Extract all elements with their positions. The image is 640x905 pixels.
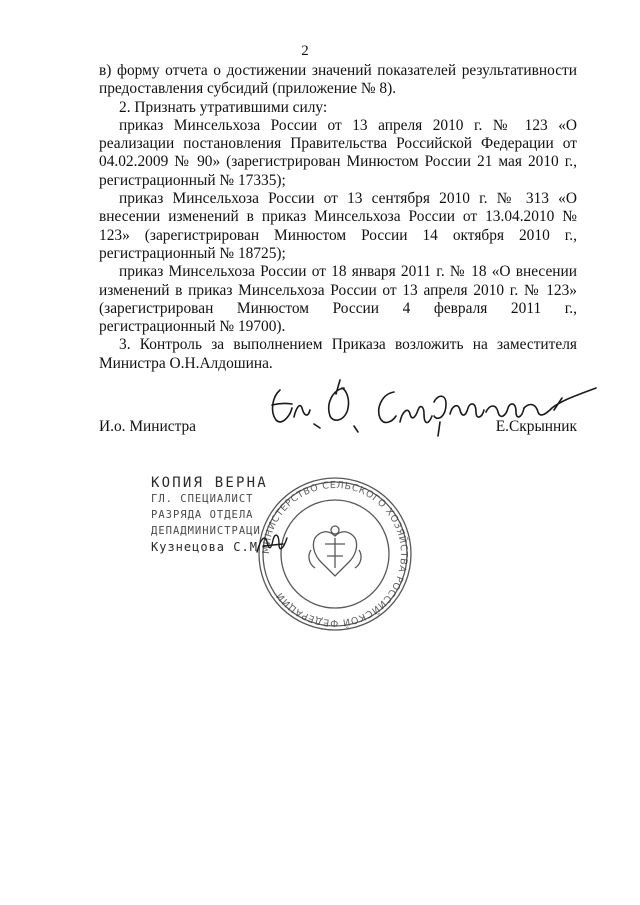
copy-stamp-position: ГЛ. СПЕЦИАЛИСТ <box>151 493 254 505</box>
paragraph-order-18: приказ Минсельхоза России от 18 января 2011 г. № 18 «О внесении изменений в приказ Минсельхоза России от 13 апреля 2010 г. № 123» (зарегистрирован Минюстом России 4 февраля 2011 г., регистрационный № 19700). <box>99 263 577 336</box>
paragraph-item-v: в) форму отчета о достижении значений показателей результативности предоставления субсидий (приложение № 8). <box>99 62 577 98</box>
copy-stamp-administration: ДЕПАДМИНИСТРАЦИ <box>151 525 261 537</box>
copy-stamp-department: РАЗРЯДА ОТДЕЛА <box>151 509 254 521</box>
copy-stamp <box>151 475 268 555</box>
signatory-name: Е.Скрынник <box>495 418 577 435</box>
signatory-title: И.о. Министра <box>99 418 197 435</box>
seal-ring-text: МИНИСТЕРСТВО СЕЛЬСКОГО ХОЗЯЙСТВА РОССИЙСКОЙ ФЕДЕРАЦИИ <box>260 479 410 629</box>
paragraph-order-123: приказ Минсельхоза России от 13 апреля 2010 г. № 123 «О реализации постановления Правительства Российской Федерации от 04.02.2009 № 90» (зарегистрирован Минюстом России 21 мая 2010 г., регистрационный № 17335); <box>99 116 577 189</box>
paragraph-repeal-heading: 2. Признать утратившими силу: <box>119 98 328 116</box>
paragraph-control: 3. Контроль за выполнением Приказа возложить на заместителя Министра О.Н.Алдошина. <box>99 336 577 372</box>
document-body <box>99 62 577 373</box>
copy-stamp-name: Кузнецова С.М <box>151 540 258 554</box>
handwritten-initials <box>253 528 293 558</box>
page-number: 2 <box>301 43 309 59</box>
copy-stamp-title: КОПИЯ ВЕРНА <box>151 475 268 491</box>
paragraph-order-313: приказ Минсельхоза России от 13 сентября 2010 г. № 313 «О внесении изменений в приказ Минсельхоза России от 13.04.2010 № 123» (зарегистрирован Минюстом России 14 октября 2010 г., регистрационный № 18725); <box>99 190 577 262</box>
